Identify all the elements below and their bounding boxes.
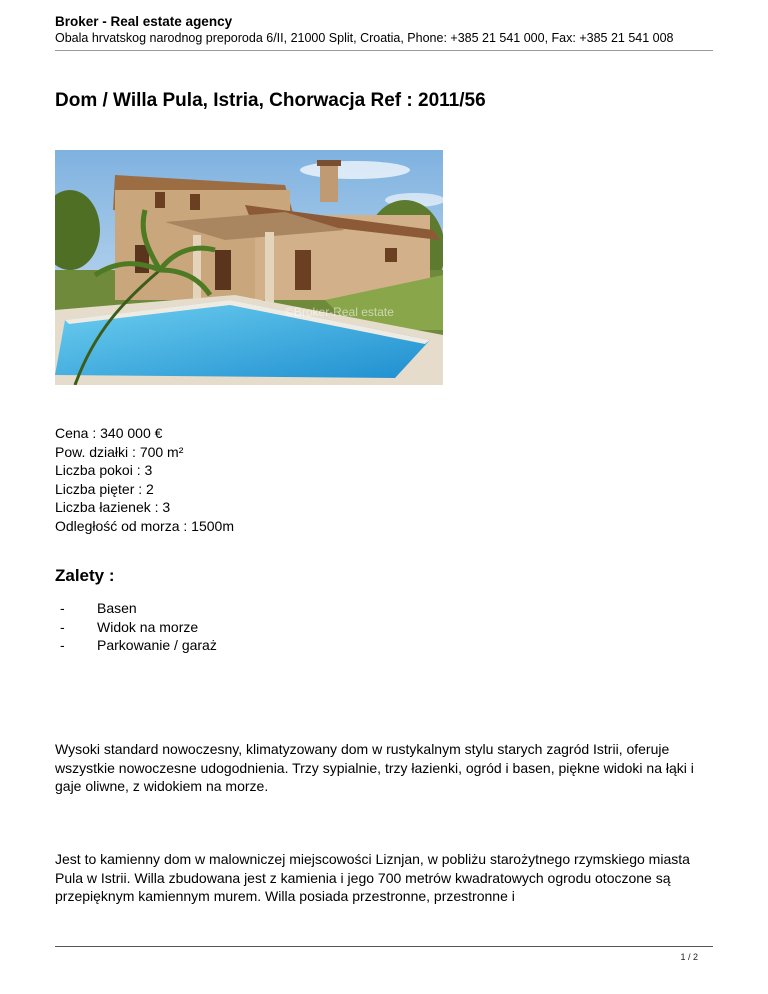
property-photo	[55, 150, 443, 385]
spec-rooms: Liczba pokoi : 3	[55, 462, 153, 479]
advantages-list	[60, 599, 217, 655]
description-paragraph-1: Wysoki standard nowoczesny, klimatyzowany dom w rustykalnym stylu starych zagród Istrii, oferuje wszystkie nowoczesne udogodnienia. Trzy sypialnie, trzy łazienki, ogród i basen, piękne widoki na łąki i gaje oliwne, z widokiem na morze.	[55, 741, 694, 795]
page-number: 1 / 2	[680, 952, 698, 962]
spec-plot-area: Pow. działki : 700 m²	[55, 443, 184, 460]
list-bullet: -	[60, 637, 65, 654]
description-paragraph-2: Jest to kamienny dom w malowniczej miejscowości Liznjan, w pobliżu starożytnego rzymskiego miasta Pula w Istrii. Willa zbudowana jest z kamienia i jego 700 metrów kwadratowych ogrodu otoczone są przepięknym kamiennym murem. Willa posiada przestronne, przestronne i	[55, 851, 690, 905]
spec-price: Cena : 340 000 €	[55, 425, 163, 441]
spec-sea-distance: Odległość od morza : 1500m	[55, 517, 234, 534]
advantages-heading: Zalety :	[55, 566, 115, 585]
property-specs	[55, 424, 234, 536]
advantage-parking: Parkowanie / garaż	[97, 637, 217, 654]
listing-title: Dom / Willa Pula, Istria, Chorwacja Ref : 2011/56	[55, 90, 486, 111]
list-item	[60, 636, 217, 655]
footer-divider	[55, 946, 713, 947]
list-item	[60, 618, 217, 637]
list-item	[60, 599, 217, 618]
header-divider	[55, 50, 713, 51]
advantage-pool: Basen	[97, 600, 137, 616]
advantage-sea-view: Widok na morze	[97, 618, 199, 635]
list-bullet: -	[60, 600, 65, 616]
company-name: Broker - Real estate agency	[55, 14, 233, 29]
spec-bathrooms: Liczba łazienek : 3	[55, 499, 171, 516]
photo-watermark: ©Broker-Real estate	[285, 305, 394, 319]
company-address: Obala hrvatskog narodnog preporoda 6/II, 21000 Split, Croatia, Phone: +385 21 541 000, Fax: +385 21 541 008	[55, 31, 674, 45]
list-bullet: -	[60, 618, 65, 635]
spec-floors: Liczba pięter : 2	[55, 480, 154, 497]
document-header	[55, 14, 713, 46]
